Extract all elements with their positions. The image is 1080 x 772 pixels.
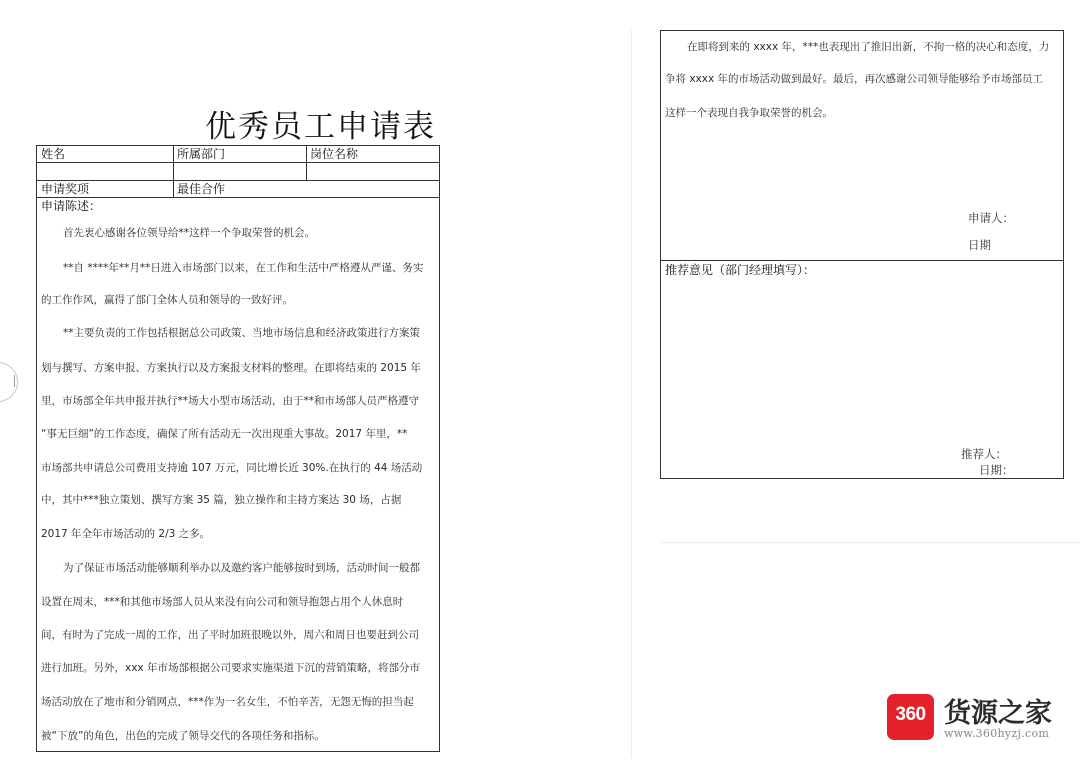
recommender-label: 推荐人： [961,447,1007,461]
award-value: 最佳合作 [177,182,226,196]
statement-line: 划与撰写、方案申报、方案执行以及方案报支材料的整理。在即将结束的 2015 年 [41,362,421,374]
statement-line: 市场部共申请总公司费用支持逾 107 万元，同比增长近 30%.在执行的 44 场活动 [41,462,423,474]
statement-label: 申请陈述： [41,199,102,213]
statement-line: 的工作作风，赢得了部门全体人员和领导的一致好评。 [41,294,293,306]
statement-line: 进行加班。另外，xxx 年市场部根据公司要求实施渠道下沉的营销策略，将部分市 [41,662,420,674]
statement-line: 间，有时为了完成一周的工作，出了平时加班很晚以外，周六和周日也要赶到公司 [41,629,419,641]
statement-line: 被“下放”的角色，出色的完成了领导交代的各项任务和指标。 [41,730,325,742]
continuation-line: 这样一个表现自我争取荣誉的机会。 [665,107,833,119]
recommendation-label: 推荐意见（部门经理填写）： [665,263,816,277]
position-header: 岗位名称 [310,147,359,161]
department-header: 所属部门 [177,147,226,161]
statement-line: **自 ****年**月**日进入市场部门以来，在工作和生活中严格遵从严谨、务实 [63,262,424,274]
application-form-table [36,145,440,752]
chevron-left-icon [8,375,15,387]
statement-line: 为了保证市场活动能够顺利举办以及邀约客户能够按时到场，活动时间一般都 [63,562,420,574]
statement-line: 里，市场部全年共申报并执行**场大小型市场活动，由于**和市场部人员严格遵守 [41,395,419,407]
column-divider [173,146,174,197]
watermark-site-name: 货源之家 [944,698,1052,729]
page-bottom-edge [660,542,1080,543]
page-divider [631,30,632,758]
statement-line: 场活动放在了地市和分销网点，***作为一名女生，不怕辛苦，无怨无悔的担当起 [41,696,414,708]
form-title: 优秀员工申请表 [205,109,436,145]
watermark-url: www.360hyzj.com [944,727,1050,740]
statement-line: 设置在周末，***和其他市场部人员从来没有向公司和领导抱怨占用个人休息时 [41,596,404,608]
row-divider [37,162,439,163]
applicant-date-label: 日期 [968,238,991,252]
statement-line: 中，其中***独立策划、撰写方案 35 篇，独立操作和主持方案达 30 场，占据 [41,494,402,506]
row-divider [37,180,439,181]
statement-line: “事无巨细”的工作态度，确保了所有活动无一次出现重大事故。2017 年里，** [41,428,408,440]
recommendation-date-label: 日期： [979,463,1014,477]
continuation-form-table [660,30,1064,479]
continuation-line: 在即将到来的 xxxx 年，***也表现出了推旧出新，不拘一格的决心和态度，力 [687,41,1050,53]
watermark-logo-text: 360 [895,704,926,725]
column-divider [306,146,307,180]
award-label: 申请奖项 [41,182,90,196]
applicant-label: 申请人： [968,211,1014,225]
statement-line: 2017 年全年市场活动的 2/3 之多。 [41,528,211,540]
section-divider [661,260,1063,261]
name-header: 姓名 [41,147,66,161]
row-divider [37,197,439,198]
continuation-line: 争将 xxxx 年的市场活动做到最好。最后，再次感谢公司领导能够给予市场部员工 [665,73,1044,85]
statement-line: **主要负责的工作包括根据总公司政策、当地市场信息和经济政策进行方案策 [63,327,420,339]
statement-line: 首先衷心感谢各位领导给**这样一个争取荣誉的机会。 [63,227,315,239]
